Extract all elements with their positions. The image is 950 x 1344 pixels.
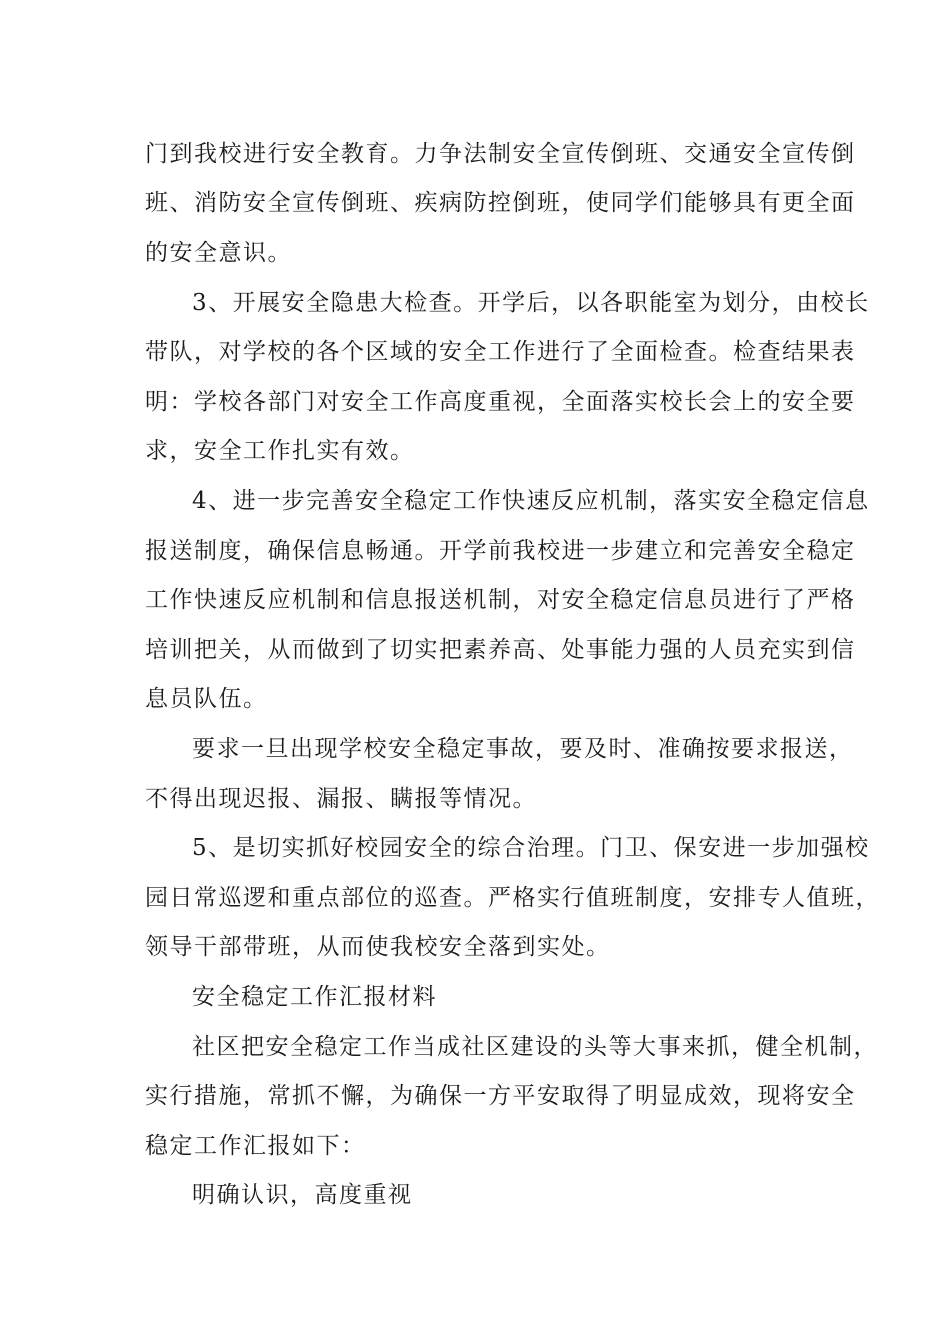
text-line: 报送制度，确保信息畅通。开学前我校进一步建立和完善安全稳定 [145, 538, 856, 564]
text-line: 求，安全工作扎实有效。 [145, 438, 415, 464]
text-line: 园日常巡逻和重点部位的巡查。严格实行值班制度，安排专人值班， [145, 885, 880, 911]
text-line: 息员队伍。 [145, 686, 268, 712]
paragraph-community-first-line: 社区把安全稳定工作当成社区建设的头等大事来抓，健全机制， [192, 1034, 878, 1060]
text-line: 稳定工作汇报如下： [145, 1133, 366, 1159]
text-line: 班、消防安全宣传倒班、疾病防控倒班，使同学们能够具有更全面 [145, 190, 856, 216]
paragraph-requirement-first-line: 要求一旦出现学校安全稳定事故，要及时、准确按要求报送， [192, 736, 854, 762]
text-line: 工作快速反应机制和信息报送机制，对安全稳定信息员进行了严格 [145, 587, 856, 613]
text-line: 的安全意识。 [145, 240, 292, 266]
text-line: 领导干部带班，从而使我校安全落到实处。 [145, 934, 611, 960]
text-line: 实行措施，常抓不懈，为确保一方平安取得了明显成效，现将安全 [145, 1083, 856, 1109]
paragraph-3-first-line: 3、开展安全隐患大检查。开学后，以各职能室为划分，由校长 [192, 290, 870, 316]
text-line: 培训把关，从而做到了切实把素养高、处事能力强的人员充实到信 [145, 637, 856, 663]
subheading: 明确认识，高度重视 [192, 1182, 413, 1208]
section-title: 安全稳定工作汇报材料 [192, 984, 437, 1010]
text-line: 不得出现迟报、漏报、瞒报等情况。 [145, 786, 537, 812]
paragraph-5-first-line: 5、是切实抓好校园安全的综合治理。门卫、保安进一步加强校 [192, 835, 870, 861]
text-line: 门到我校进行安全教育。力争法制安全宣传倒班、交通安全宣传倒 [145, 141, 856, 167]
text-line: 带队，对学校的各个区域的安全工作进行了全面检查。检查结果表 [145, 339, 856, 365]
paragraph-4-first-line: 4、进一步完善安全稳定工作快速反应机制，落实安全稳定信息 [192, 488, 870, 514]
text-line: 明：学校各部门对安全工作高度重视，全面落实校长会上的安全要 [145, 389, 856, 415]
